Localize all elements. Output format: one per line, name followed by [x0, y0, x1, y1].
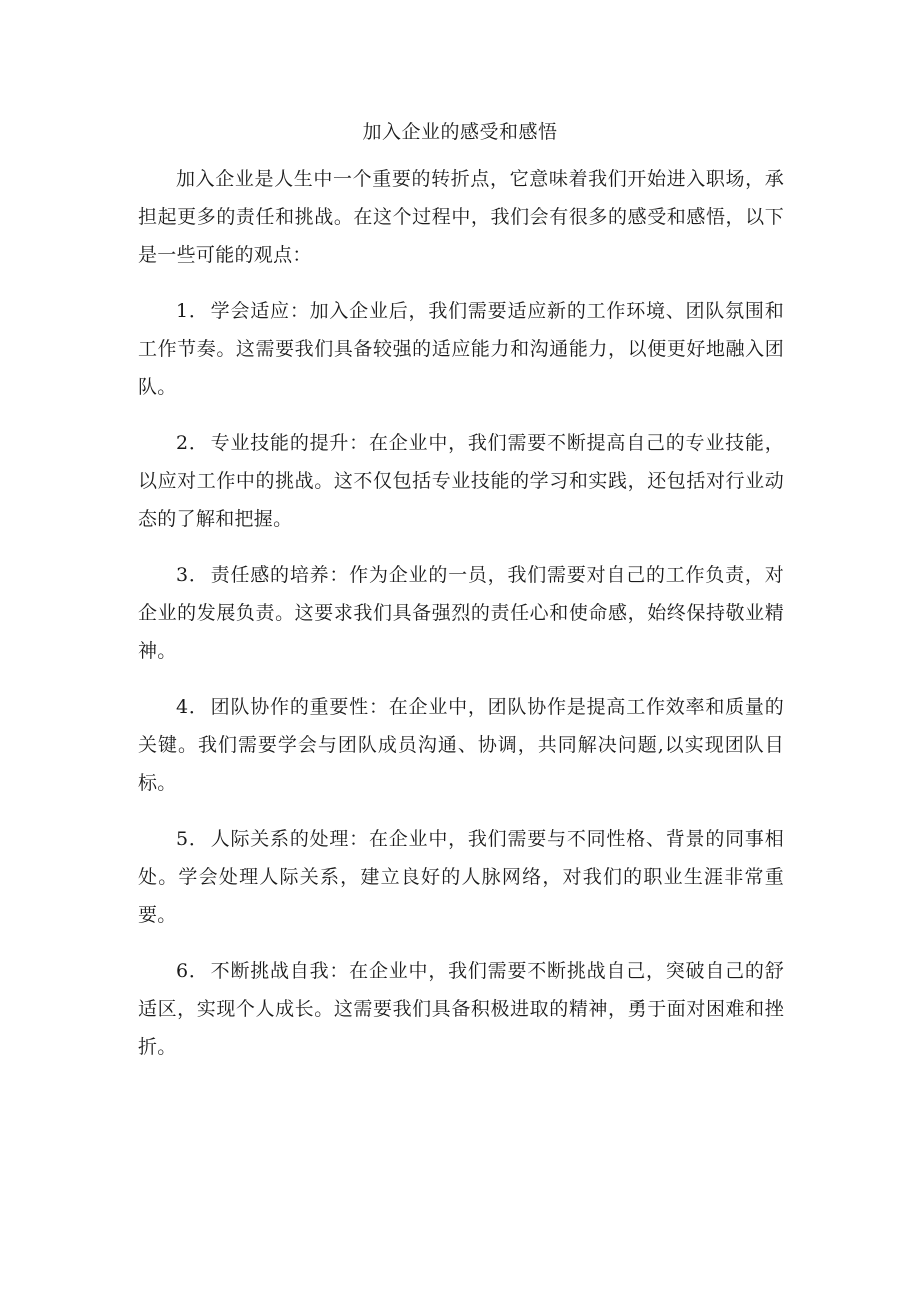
- point-text: 责任感的培养：作为企业的一员，我们需要对自己的工作负责，对企业的发展负责。这要求我们具备强烈的责任心和使命感，始终保持敬业精神。: [138, 564, 784, 662]
- point-number: 1．: [176, 300, 209, 322]
- point-number: 3．: [176, 564, 209, 586]
- point-paragraph-3: [138, 556, 784, 670]
- intro-paragraph: 加入企业是人生中一个重要的转折点，它意味着我们开始进入职场，承担起更多的责任和挑战。在这个过程中，我们会有很多的感受和感悟，以下是一些可能的观点：: [138, 168, 784, 266]
- point-paragraph-4: [138, 688, 784, 802]
- point-number: 6．: [176, 960, 209, 982]
- point-number: 4．: [176, 696, 209, 718]
- point-paragraph-2: [138, 424, 784, 538]
- point-number: 2．: [176, 432, 209, 454]
- point-paragraph-1: [138, 292, 784, 406]
- point-text: 不断挑战自我：在企业中，我们需要不断挑战自己，突破自己的舒适区，实现个人成长。这需要我们具备积极进取的精神，勇于面对困难和挫折。: [138, 960, 784, 1058]
- point-number: 5．: [176, 828, 209, 850]
- point-text: 团队协作的重要性：在企业中，团队协作是提高工作效率和质量的关键。我们需要学会与团队成员沟通、协调，共同解决问题,以实现团队目标。: [138, 696, 784, 794]
- point-paragraph-5: [138, 820, 784, 934]
- point-paragraph-6: [138, 952, 784, 1066]
- document-body: [138, 160, 784, 1084]
- document-title: 加入企业的感受和感悟: [362, 121, 558, 143]
- point-text: 人际关系的处理：在企业中，我们需要与不同性格、背景的同事相处。学会处理人际关系，建立良好的人脉网络，对我们的职业生涯非常重要。: [138, 828, 784, 926]
- point-text: 学会适应：加入企业后，我们需要适应新的工作环境、团队氛围和工作节奏。这需要我们具备较强的适应能力和沟通能力，以便更好地融入团队。: [138, 300, 784, 398]
- point-text: 专业技能的提升：在企业中，我们需要不断提高自己的专业技能，以应对工作中的挑战。这不仅包括专业技能的学习和实践，还包括对行业动态的了解和把握。: [138, 432, 784, 530]
